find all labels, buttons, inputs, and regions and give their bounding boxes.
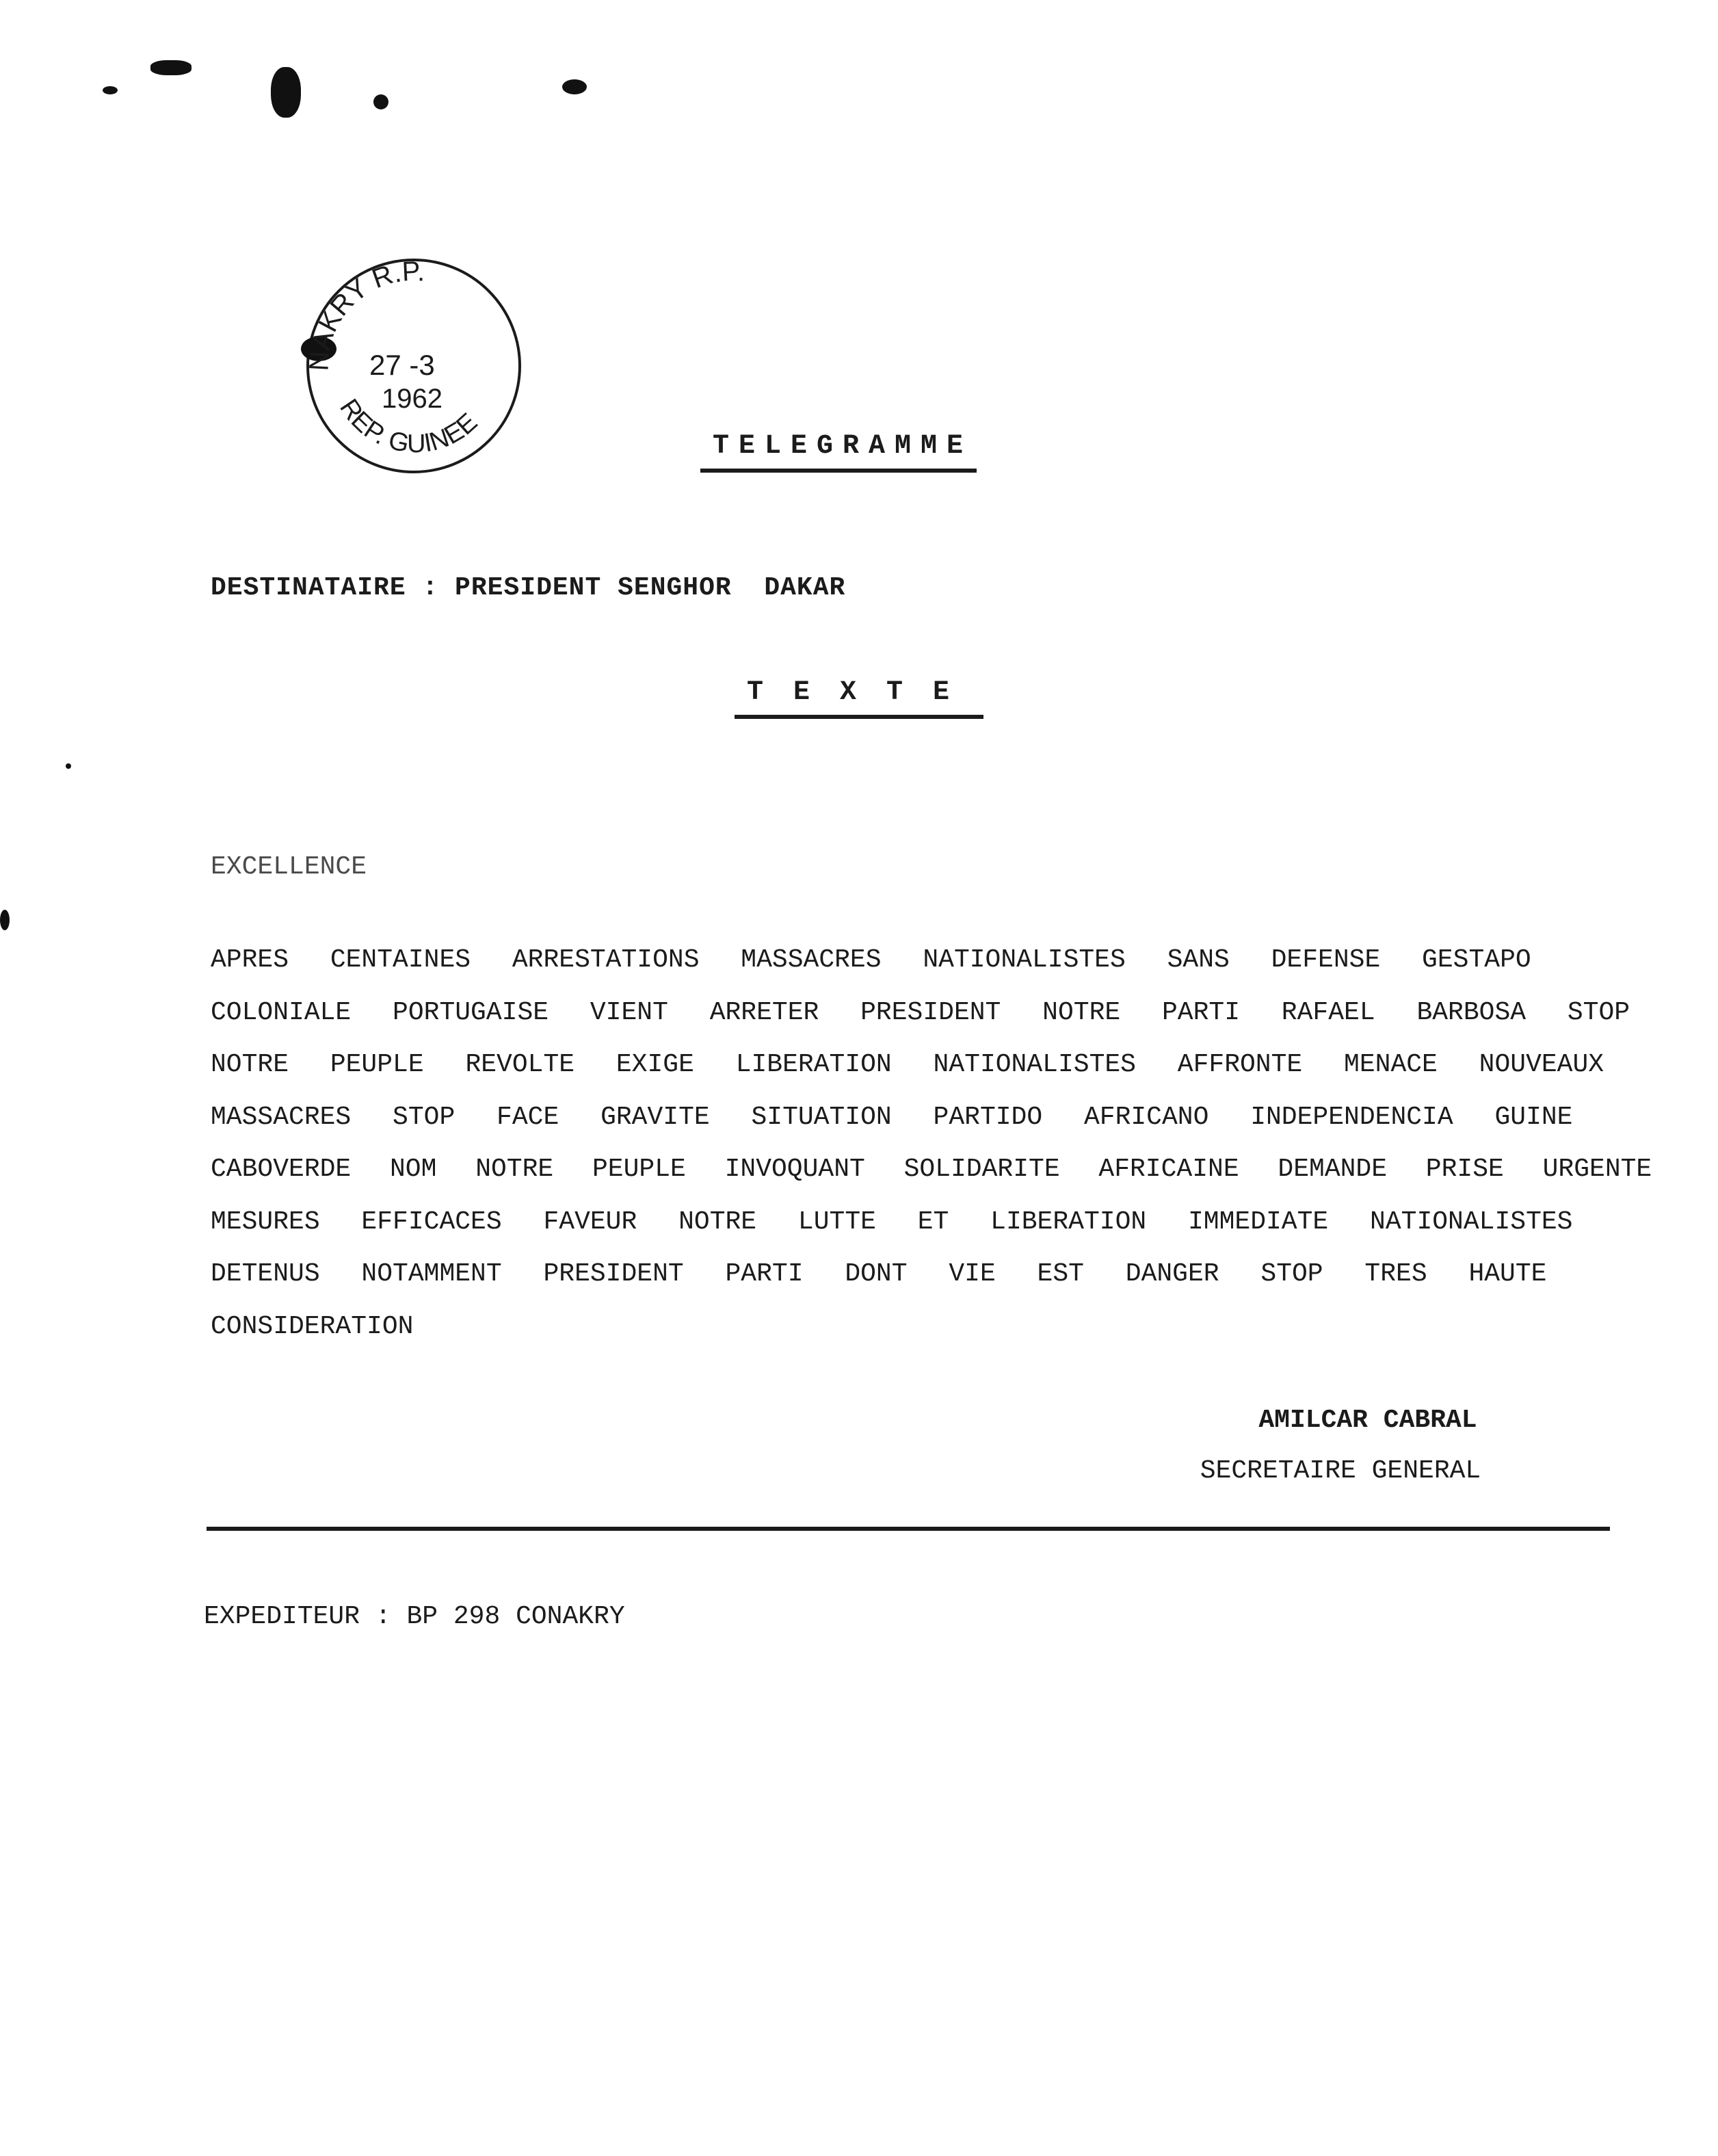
- signatory-title: SECRETAIRE GENERAL: [1200, 1456, 1481, 1486]
- sender-line: EXPEDITEUR : BP 298 CONAKRY: [204, 1602, 625, 1631]
- addressee-line: DESTINATAIRE : PRESIDENT SENGHOR DAKAR: [211, 573, 846, 603]
- message-line: CONSIDERATION: [211, 1311, 414, 1341]
- message-line: MESURES EFFICACES FAVEUR NOTRE LUTTE ET LIBERATION IMMEDIATE NATIONALISTES: [211, 1207, 1573, 1237]
- scan-speck: [562, 79, 587, 94]
- scan-speck: [271, 67, 301, 118]
- scan-speck: [66, 763, 71, 769]
- message-body: [211, 934, 1674, 1353]
- stamp-date: 27 -3: [369, 349, 435, 381]
- section-title: [0, 677, 1718, 719]
- message-line: NOTRE PEUPLE REVOLTE EXIGE LIBERATION NATIONALISTES AFFRONTE MENACE NOUVEAUX: [211, 1050, 1604, 1079]
- salutation: EXCELLENCE: [211, 852, 367, 882]
- signatory-name: AMILCAR CABRAL: [1258, 1406, 1477, 1435]
- stamp-top-text: NAKRY R.P.: [304, 256, 427, 372]
- scan-speck: [150, 60, 191, 75]
- document-title-text: TELEGRAMME: [700, 431, 977, 473]
- document-title: [0, 431, 1697, 473]
- message-line: DETENUS NOTAMMENT PRESIDENT PARTI DONT VIE EST DANGER STOP TRES HAUTE: [211, 1259, 1547, 1289]
- stamp-year: 1962: [382, 384, 442, 414]
- divider-rule: [207, 1527, 1610, 1531]
- scan-speck: [373, 94, 388, 109]
- scan-speck: [103, 86, 118, 94]
- message-line: COLONIALE PORTUGAISE VIENT ARRETER PRESIDENT NOTRE PARTI RAFAEL BARBOSA STOP: [211, 997, 1630, 1027]
- scan-speck: [0, 910, 10, 930]
- message-line: CABOVERDE NOM NOTRE PEUPLE INVOQUANT SOLIDARITE AFRICAINE DEMANDE PRISE URGENTE: [211, 1155, 1652, 1184]
- stamp-bottom-text: REP. GUINEE: [334, 394, 484, 459]
- message-line: MASSACRES STOP FACE GRAVITE SITUATION PARTIDO AFRICANO INDEPENDENCIA GUINE: [211, 1102, 1573, 1132]
- section-title-text: TEXTE: [735, 677, 983, 719]
- signature-block: [1176, 1395, 1505, 1497]
- message-line: APRES CENTAINES ARRESTATIONS MASSACRES NATIONALISTES SANS DEFENSE GESTAPO: [211, 945, 1531, 975]
